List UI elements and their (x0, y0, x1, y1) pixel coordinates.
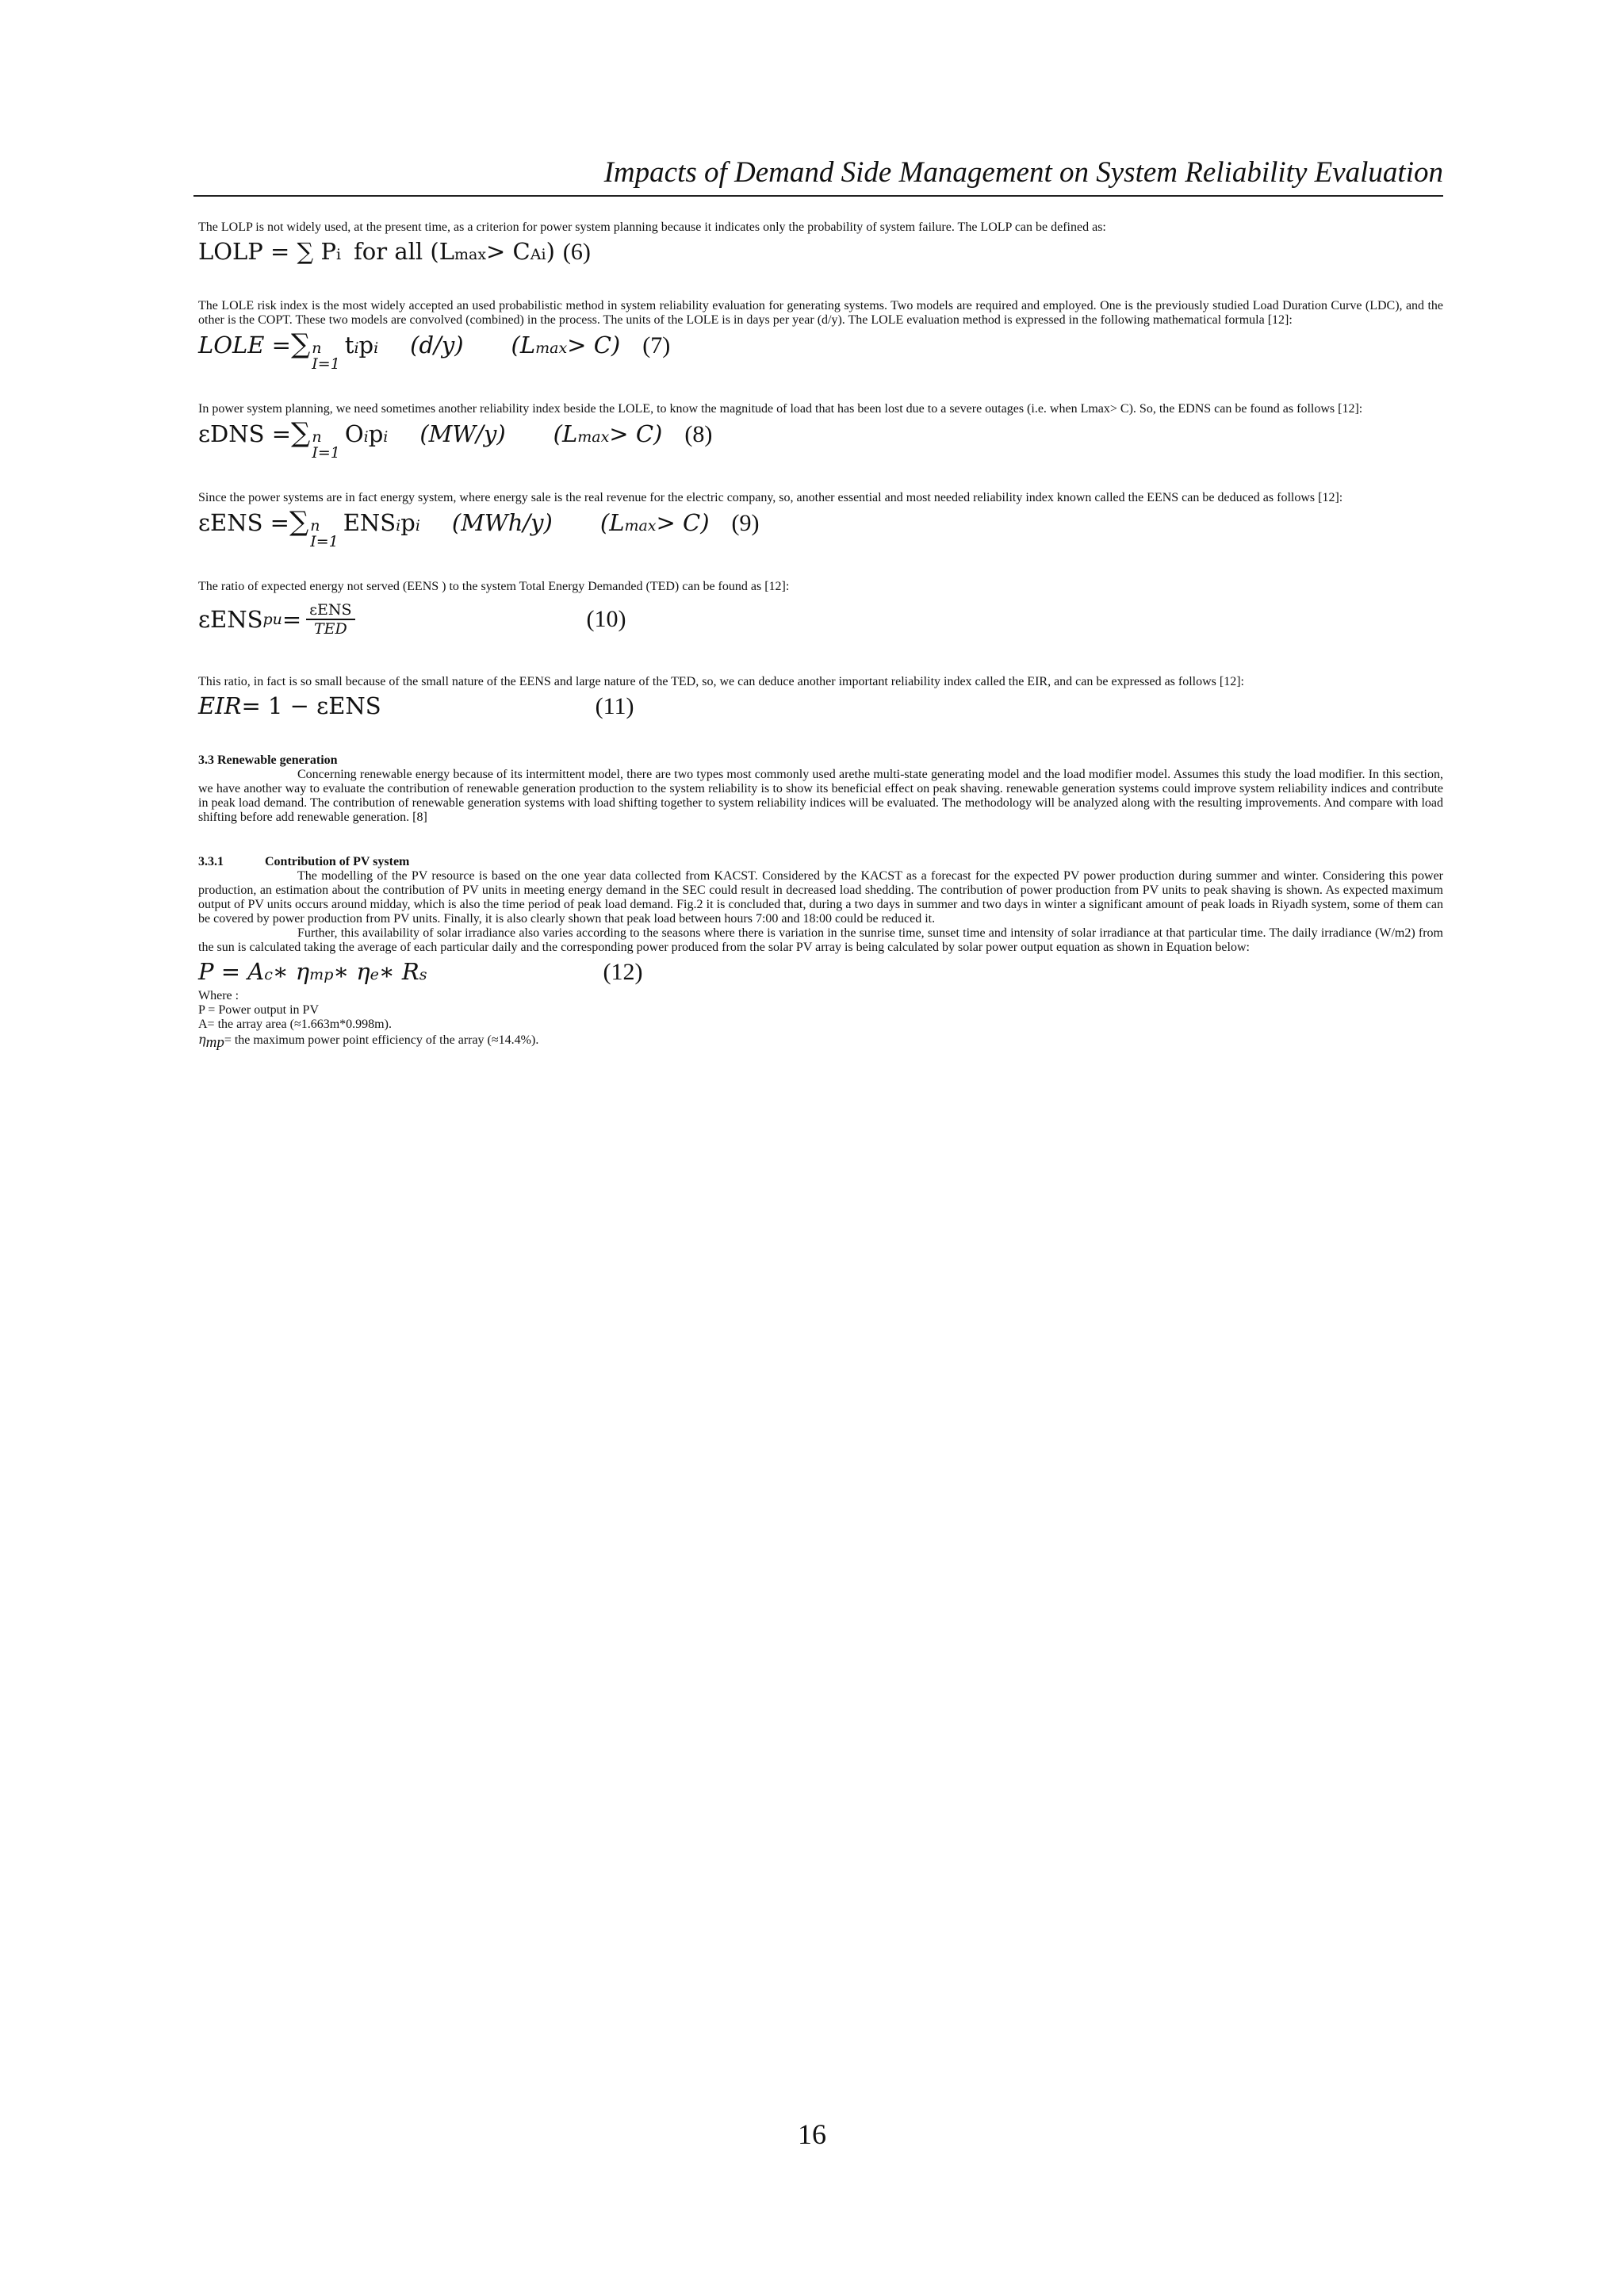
eq9-sum: ∑ (289, 506, 309, 538)
eq9-cond: (L (599, 509, 625, 536)
paragraph-irradiance: Further, this availability of solar irradiance also varies according to the seasons where there is variation in the sunrise time, sunset time and intensity of solar irradiance at that particular time. The daily irradiance (W/m2) from the sun is calculated taking the average of each particular daily and the corresponding power produced from the solar PV array is being calculated by solar power output equation as shown in Equation below: (198, 926, 1443, 954)
eq8-number: (8) (684, 421, 713, 447)
eq8-cond-end: > C) (609, 420, 663, 447)
eq8-sum: ∑ (291, 417, 311, 449)
equation-12: P = A c ∗ η mp ∗ η e ∗ R s (12) (198, 955, 1443, 989)
equation-10: εENS pu = $\frac{\text{εENS}}{\text{TED}}$ (10) (198, 601, 626, 638)
eq7-lower: I=1 (312, 355, 340, 373)
paragraph-lole: The LOLE risk index is the most widely accepted an used probabilistic method in system reliability evaluation for generating systems. Two models are required and employed. One is the previously studied Load Duration Curve (LDC), and the other is the COPT. These two models are convolved (combined) in the process. The units of the LOLE is in days per year (d/y). The LOLE evaluation method is expressed in the following mathematical formula [12]: (198, 299, 1443, 327)
eq9-term: ENS (343, 509, 396, 536)
eq10-numerator: εENS (306, 601, 354, 620)
eq12-number: (12) (603, 959, 643, 985)
eq9-upper: n (310, 517, 320, 535)
eq8-cond: (L (553, 420, 578, 447)
eq10-eq: = (282, 606, 302, 633)
eq12-s3: ∗ R (378, 958, 419, 985)
eq8-lower: I=1 (312, 444, 340, 462)
eq7-upper: n (312, 339, 322, 357)
eq9-cond-end: > C) (656, 509, 710, 536)
definition-eta (198, 1032, 1443, 1052)
running-header: Impacts of Demand Side Management on System Reliability Evaluation (193, 155, 1443, 197)
eq8-unit: (MW/y) (419, 420, 506, 447)
equation-7: LOLE = ∑ n I=1 t i p i (d/y) (L max > C) (7) (198, 328, 671, 373)
eq9-p: p (400, 509, 416, 536)
eq7-number: (7) (642, 332, 671, 358)
eq8-p: p (368, 420, 384, 447)
eq8-lhs: εDNS = (198, 420, 292, 447)
eq11-lhs: EIR (198, 692, 242, 719)
eq6-mid: for all (L (354, 238, 454, 265)
eq8-term: O (344, 420, 364, 447)
eq11-number: (11) (595, 693, 634, 719)
paragraph-eens-ratio: The ratio of expected energy not served (EENS ) to the system Total Energy Demanded (TED) can be found as [12]: (198, 580, 790, 593)
eq7-term: t (344, 332, 354, 358)
eq12-s1: ∗ η (272, 958, 310, 985)
eq7-cond-end: > C) (567, 332, 621, 358)
paragraph-eens: Since the power systems are in fact energy system, where energy sale is the real revenue for the electric company, so, another essential and most needed reliability index known called the EENS can be deduced as follows [12]: (198, 491, 1343, 504)
eq6-lhs: LOLP = ∑ P (198, 238, 336, 265)
section-heading-3-3: 3.3 Renewable generation (198, 753, 338, 767)
section-heading-3-3-1 (198, 855, 1443, 869)
eq10-fraction (306, 601, 354, 638)
eta-definition-text: = the maximum power point efficiency of the array (≈14.4%). (224, 1033, 539, 1047)
page-number: 16 (798, 2118, 826, 2150)
eq10-denominator: TED (313, 620, 347, 638)
heading-3-3-1-number: 3.3.1 (198, 855, 224, 868)
eq12-s2: ∗ η (333, 958, 370, 985)
eq9-number: (9) (731, 510, 760, 536)
definition-a: A= the array area (≈1.663m*0.998m). (198, 1018, 392, 1031)
eq9-lower: I=1 (310, 533, 339, 550)
eta-sub: mp (205, 1034, 224, 1052)
equation-11 (198, 689, 1443, 723)
equation-8: εDNS = ∑ n I=1 O i p i (MW/y) (L max > C) (8) (198, 417, 713, 462)
eq6-end: ) (546, 238, 555, 265)
eq7-cond: (L (511, 332, 536, 358)
paragraph-edns: In power system planning, we need sometimes another reliability index beside the LOLE, to know the magnitude of load that has been lost due to a severe outages (i.e. when Lmax> C). So, the EDNS can be found as follows [12]: (198, 402, 1363, 416)
paragraph-eir: This ratio, in fact is so small because of the small nature of the EENS and large nature of the TED, so, we can deduce another important reliability index called the EIR, and can be expressed as follows [12]: (198, 675, 1244, 688)
eq7-p: p (358, 332, 374, 358)
paragraph-pv-modelling: The modelling of the PV resource is based on the one year data collected from KACST. Considered by the KACST as a forecast for the expected PV power production during summer and winter. Considering this power production, an estimation about the contribution of PV units in meeting energy demand in the SEC could result in decreased load shedding. The contribution of power production from PV units to peak shaving is shown. As expected maximum output of PV units occurs around midday, which is also the time period of peak load demand. Fig.2 it is concluded that, during a two days in summer and two days in winter a significant amount of peak loads in Riyadh system, some of them can be covered by power production from PV units. Finally, it is also clearly shown that peak load between hours 7:00 and 18:00 could be reduced it. (198, 869, 1443, 926)
eq6-number: (6) (562, 239, 591, 265)
equation-6: LOLP = ∑ P i for all (L max > C Ai ) (6) (198, 235, 1443, 269)
eta-symbol: η (198, 1032, 206, 1047)
page-body (198, 220, 1443, 1052)
paragraph-renewable: Concerning renewable energy because of its intermittent model, there are two types most commonly used arethe multi-state generating model and the load modifier model. Assumes this study the load modifier. In this section, we have another way to evaluate the contribution of renewable generation production to the system reliability is to show its beneficial effect on peak shaving. renewable generation systems could improve system reliability indices and contribute in peak load demand. The contribution of renewable generation systems with load shifting together to system reliability indices will be evaluated. The methodology will be analyzed along with the resulting improvements. And compare with load shifting before add renewable generation. [8] (198, 768, 1443, 824)
eq9-lhs: εENS = (198, 509, 289, 536)
eq10-lhs: εENS (198, 606, 263, 633)
eq12-p: P = A (198, 958, 265, 985)
definition-p: P = Power output in PV (198, 1003, 319, 1017)
eq8-upper: n (312, 428, 322, 446)
eq10-number: (10) (586, 606, 626, 632)
eq7-lhs: LOLE = (198, 332, 291, 358)
equation-9: εENS = ∑ n I=1 ENS i p i (MWh/y) (L max > C) (9) (198, 506, 760, 550)
paragraph-lolp: The LOLP is not widely used, at the present time, as a criterion for power system planning because it indicates only the probability of system failure. The LOLP can be defined as: (198, 220, 1106, 234)
where-label: Where : (198, 989, 239, 1002)
eq11-rhs: = 1 − εENS (241, 692, 381, 719)
eq6-gt: > C (486, 238, 530, 265)
heading-3-3-1-title: Contribution of PV system (265, 855, 410, 868)
eq7-unit: (d/y) (410, 332, 464, 358)
eq7-sum: ∑ (290, 328, 311, 360)
eq9-unit: (MWh/y) (451, 509, 553, 536)
